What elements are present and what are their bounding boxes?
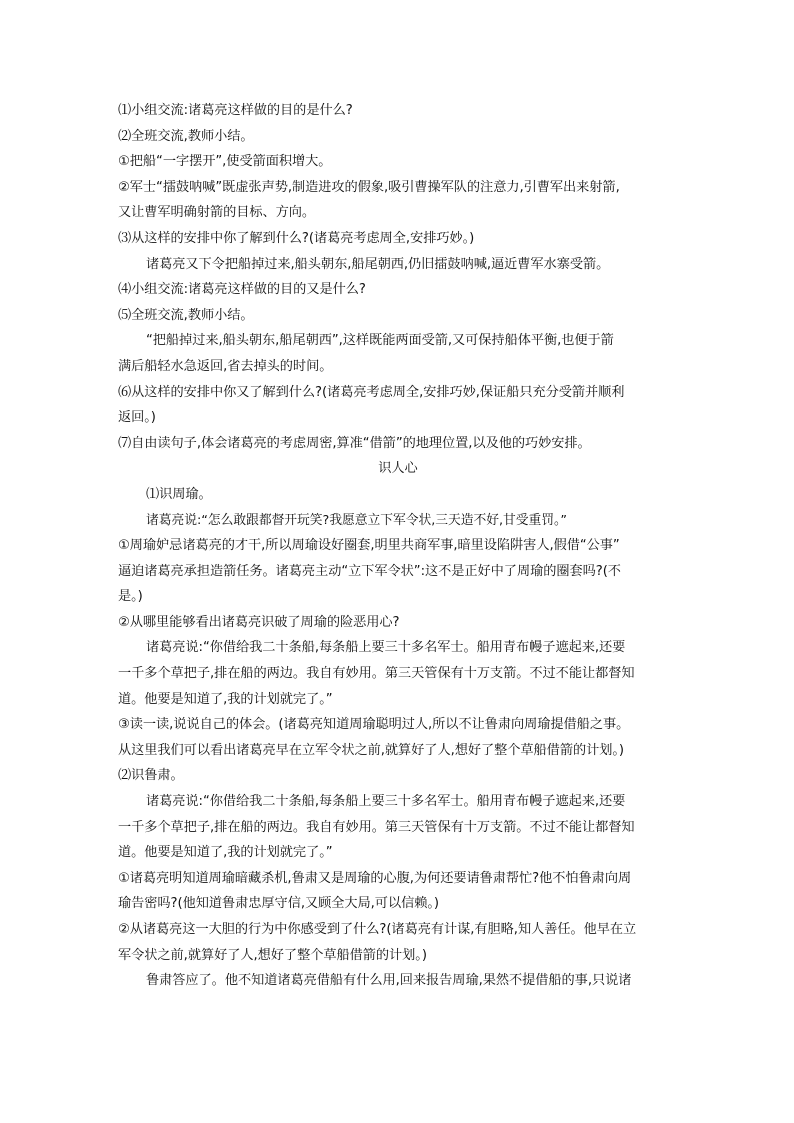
text-line: ②军士“擂鼓呐喊”既虚张声势,制造进攻的假象,吸引曹操军队的注意力,引曹军出来射箭, <box>118 179 620 195</box>
text-line: ⑴识周瑜。 <box>146 486 212 502</box>
text-line: ⑹从这样的安排中你又了解到什么?(诸葛亮考虑周全,安排巧妙,保证船只充分受箭并顺利 <box>118 384 625 400</box>
text-line: 一千多个草把子,排在船的两边。我自有妙用。第三天管保有十万支箭。不过不能让都督知 <box>118 819 635 835</box>
text-line: ①把船“一字摆开”,使受箭面积增大。 <box>118 154 332 170</box>
text-line: ①周瑜妒忌诸葛亮的才干,所以周瑜设好圈套,明里共商军事,暗里设陷阱害人,假借“公事” <box>118 538 620 554</box>
text-line: 道。他要是知道了,我的计划就完了。” <box>118 845 333 861</box>
text-line: ⑵识鲁肃。 <box>118 768 184 784</box>
text-line: 道。他要是知道了,我的计划就完了。” <box>118 691 333 707</box>
text-line: 瑜告密吗?(他知道鲁肃忠厚守信,又顾全大局,可以信赖。) <box>118 896 439 912</box>
section-heading: 识人心 <box>378 461 418 477</box>
text-line: 诸葛亮说:“怎么敢跟都督开玩笑?我愿意立下军令状,三天造不好,甘受重罚。” <box>146 512 567 528</box>
text-line: “把船掉过来,船头朝东,船尾朝西”,这样既能两面受箭,又可保持船体平衡,也便于箭 <box>146 333 614 349</box>
text-line: ⑷小组交流:诸葛亮这样做的目的又是什么? <box>118 282 366 298</box>
text-line: 满后船轻水急返回,省去掉头的时间。 <box>118 358 333 374</box>
text-line: 诸葛亮说:“你借给我二十条船,每条船上要三十多名军士。船用青布幔子遮起来,还要 <box>146 640 626 656</box>
text-line: 返回。) <box>118 410 156 426</box>
text-line: 一千多个草把子,排在船的两边。我自有妙用。第三天管保有十万支箭。不过不能让都督知 <box>118 666 635 682</box>
text-line: ①诸葛亮明知道周瑜暗藏杀机,鲁肃又是周瑜的心腹,为何还要请鲁肃帮忙?他不怕鲁肃向周 <box>118 870 632 886</box>
text-line: 军令状之前,就算好了人,想好了整个草船借箭的计划。) <box>118 947 427 963</box>
document-body <box>118 98 678 994</box>
text-line: 诸葛亮又下令把船掉过来,船头朝东,船尾朝西,仍旧擂鼓呐喊,逼近曹军水寨受箭。 <box>146 256 610 272</box>
text-line: ⑵全班交流,教师小结。 <box>118 128 254 144</box>
text-line: ⑶从这样的安排中你了解到什么?(诸葛亮考虑周全,安排巧妙。) <box>118 230 475 246</box>
text-line: ⑸全班交流,教师小结。 <box>118 307 254 323</box>
text-line: 从这里我们可以看出诸葛亮早在立军令状之前,就算好了人,想好了整个草船借箭的计划。) <box>118 742 625 758</box>
text-line: 诸葛亮说:“你借给我二十条船,每条船上要三十多名军士。船用青布幔子遮起来,还要 <box>146 794 626 810</box>
text-line: ③读一读,说说自己的体会。(诸葛亮知道周瑜聪明过人,所以不让鲁肃向周瑜提借船之事。 <box>118 717 630 733</box>
text-line: ⑺自由读句子,体会诸葛亮的考虑周密,算准“借箭”的地理位置,以及他的巧妙安排。 <box>118 435 591 451</box>
text-line: ⑴小组交流:诸葛亮这样做的目的是什么? <box>118 103 353 118</box>
text-line: 是。) <box>118 589 143 605</box>
text-line: ②从哪里能够看出诸葛亮识破了周瑜的险恶用心? <box>118 614 400 630</box>
text-line: 又让曹军明确射箭的目标、方向。 <box>118 205 316 221</box>
text-line: ②从诸葛亮这一大胆的行为中你感受到了什么?(诸葛亮有计谋,有胆略,知人善任。他早在立 <box>118 922 637 937</box>
text-line: 鲁肃答应了。他不知道诸葛亮借船有什么用,回来报告周瑜,果然不提借船的事,只说诸 <box>146 973 632 989</box>
text-line: 逼迫诸葛亮承担造箭任务。诸葛亮主动“立下军令状”:这不是正好中了周瑜的圈套吗?(不 <box>118 563 621 579</box>
